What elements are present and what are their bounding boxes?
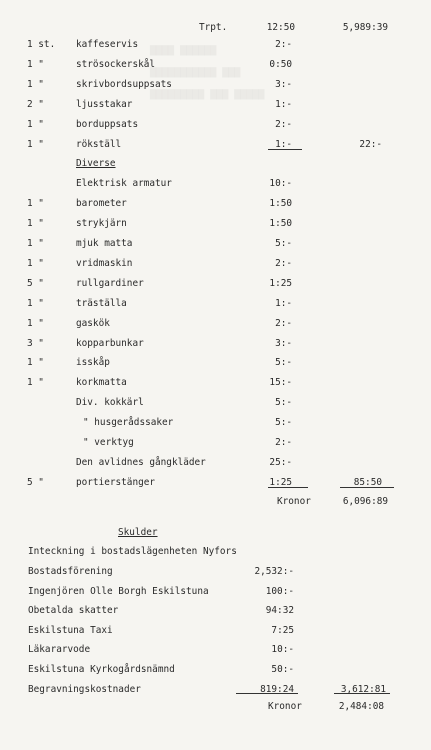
debt-name: Ingenjören Olle Borgh Eskilstuna [28, 586, 209, 597]
item-qty: 1 " [27, 357, 44, 368]
item-price: 1:- [275, 298, 292, 309]
total-column-rule [340, 487, 394, 488]
item-name: mjuk matta [76, 238, 133, 249]
item-name: rullgardiner [76, 278, 144, 289]
item-price: 2:- [275, 119, 292, 130]
debt-name: Läkararvode [28, 644, 91, 655]
item-qty: 1 " [27, 377, 44, 388]
item-qty: 1 " [27, 59, 44, 70]
item-qty: 5 " [27, 278, 44, 289]
item-name: skrivbordsuppsats [76, 79, 172, 90]
price-column-rule-1 [268, 149, 302, 150]
debt-name: Obetalda skatter [28, 605, 119, 616]
item-name: isskåp [76, 357, 110, 368]
item-price: 1:- [275, 139, 292, 150]
item-price: 2:- [275, 437, 292, 448]
item-name: borduppsats [76, 119, 139, 130]
debt-amount: 819:24 [260, 684, 294, 695]
debt-name: Begravningskostnader [28, 684, 141, 695]
kronor-label: Kronor [277, 496, 311, 507]
item-qty: 1 " [27, 298, 44, 309]
item-qty: 1 st. [27, 39, 56, 50]
debts-intro: Inteckning i bostadslägenheten Nyfors [28, 546, 237, 557]
item-price: 1:50 [269, 198, 292, 209]
item-name: " husgerådssaker [83, 417, 174, 428]
debt-amount: 10:- [271, 644, 294, 655]
item-price: 1:25 [269, 477, 292, 488]
item-price: 2:- [275, 318, 292, 329]
item-price: 10:- [269, 178, 292, 189]
item-price: 5:- [275, 357, 292, 368]
debt-amount: 100:- [265, 586, 294, 597]
item-name: Div. kokkärl [76, 397, 144, 408]
item-name: barometer [76, 198, 127, 209]
item-price: 1:25 [269, 278, 292, 289]
item-price: 5:- [275, 397, 292, 408]
item-name: Diverse [76, 158, 116, 169]
item-price: 2:- [275, 258, 292, 269]
carry-forward-label: Trpt. [199, 22, 228, 33]
debts-heading: Skulder [118, 527, 158, 538]
item-name: rökställ [76, 139, 122, 150]
item-name: kaffeservis [76, 39, 139, 50]
item-price: 3:- [275, 79, 292, 90]
item-name: ljusstakar [76, 99, 133, 110]
item-price: 15:- [269, 377, 292, 388]
item-price: 0:50 [269, 59, 292, 70]
item-name: strösockerskål [76, 59, 156, 70]
item-qty: 1 " [27, 198, 44, 209]
debt-amount: 94:32 [265, 605, 294, 616]
debt-name: Eskilstuna Taxi [28, 625, 113, 636]
item-price: 5:- [275, 238, 292, 249]
debt-total-rule [334, 693, 390, 694]
debt-amount: 2,532:- [254, 566, 294, 577]
price-column-rule-2 [268, 487, 308, 488]
item-name: portierstänger [76, 477, 156, 488]
debt-name: Eskilstuna Kyrkogårdsnämnd [28, 664, 175, 675]
debt-total: 3,612:81 [340, 684, 386, 695]
item-qty: 2 " [27, 99, 44, 110]
debts-kronor-label: Kronor [268, 701, 302, 712]
item-name: vridmaskin [76, 258, 133, 269]
carry-forward-sum2: 5,989:39 [342, 22, 388, 33]
show-through: ▇▇▇▇ ▇▇▇▇▇▇ ▇▇▇▇▇▇▇▇▇▇▇ ▇▇▇ ▇▇▇▇▇▇▇▇▇ ▇▇▇ ▇▇▇▇▇ [150, 45, 265, 100]
assets-total: 6,096:89 [342, 496, 388, 507]
carry-forward-sum1: 12:50 [266, 22, 295, 33]
item-qty: 1 " [27, 139, 44, 150]
item-price: 2:- [275, 39, 292, 50]
item-name: Elektrisk armatur [76, 178, 172, 189]
item-qty: 1 " [27, 119, 44, 130]
debt-amount: 7:25 [271, 625, 294, 636]
item-name: strykjärn [76, 218, 127, 229]
debt-name: Bostadsförening [28, 566, 113, 577]
item-name: Den avlidnes gångkläder [76, 457, 206, 468]
item-total: 85:50 [353, 477, 382, 488]
item-qty: 1 " [27, 258, 44, 269]
net-total: 2,484:08 [338, 701, 384, 712]
item-qty: 1 " [27, 318, 44, 329]
item-name: träställa [76, 298, 127, 309]
item-qty: 1 " [27, 79, 44, 90]
item-total: 22:- [359, 139, 382, 150]
item-price: 1:50 [269, 218, 292, 229]
debt-amount-rule [236, 693, 298, 694]
item-qty: 1 " [27, 218, 44, 229]
item-price: 1:- [275, 99, 292, 110]
debt-amount: 50:- [271, 664, 294, 675]
item-qty: 5 " [27, 477, 44, 488]
item-price: 3:- [275, 338, 292, 349]
item-name: gaskök [76, 318, 110, 329]
item-price: 5:- [275, 417, 292, 428]
item-name: kopparbunkar [76, 338, 144, 349]
item-qty: 3 " [27, 338, 44, 349]
item-name: " verktyg [83, 437, 134, 448]
item-qty: 1 " [27, 238, 44, 249]
item-name: korkmatta [76, 377, 127, 388]
item-price: 25:- [269, 457, 292, 468]
